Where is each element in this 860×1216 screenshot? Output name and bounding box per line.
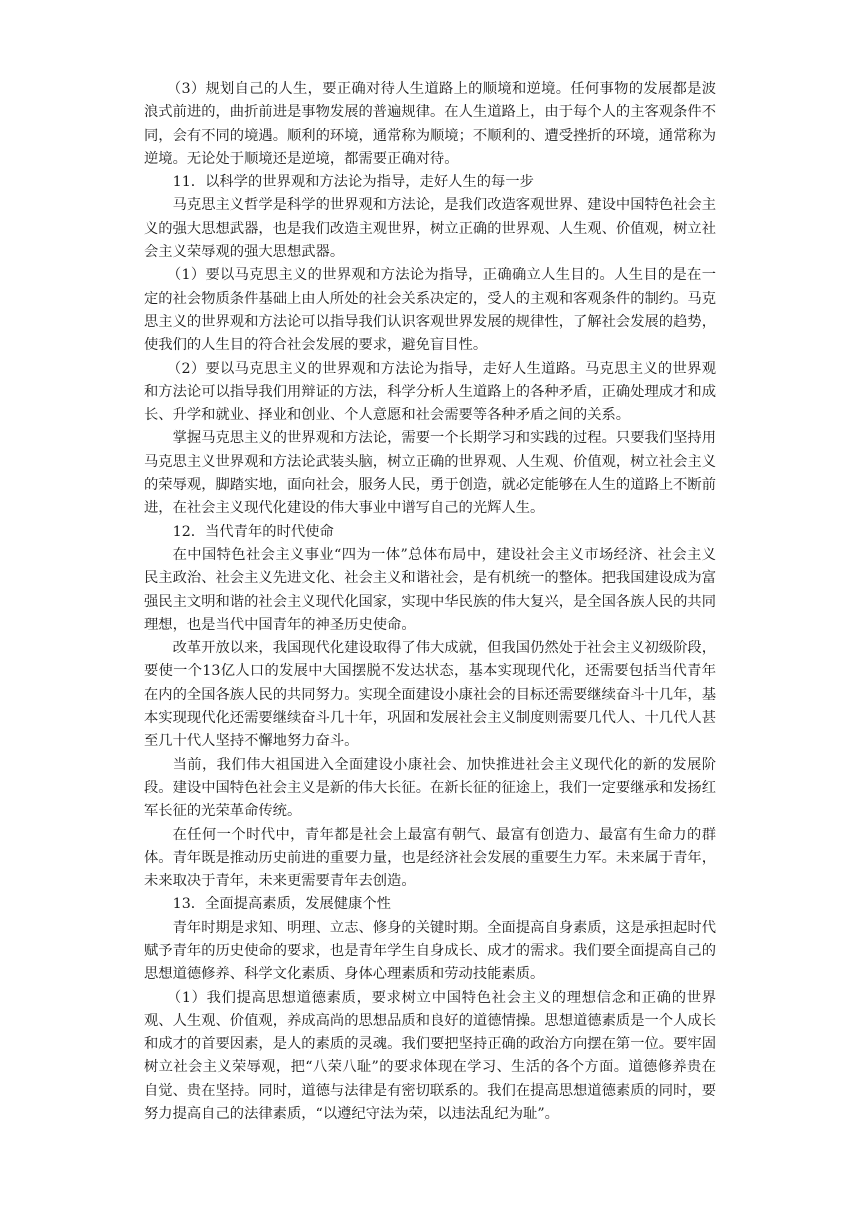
section-heading-13: 13．全面提高素质，发展健康个性 <box>172 896 391 913</box>
paragraph-youth-period: 青年时期是求知、明理、立志、修身的关键时期。全面提高自身素质，这是承担起时代赋予青年的历史使命的要求，也是青年学生自身成长、成才的需求。我们要全面提高自己的思想道德修养、科学文化素质、身体心理素质和劳动技能素质。 <box>144 919 716 983</box>
paragraph-marxist-philosophy: 马克思主义哲学是科学的世界观和方法论，是我们改造客观世界、建设中国特色社会主义的强大思想武器，也是我们改造主观世界，树立正确的世界观、人生观、价值观，树立社会主义荣辱观的强大思想武器。 <box>144 197 716 261</box>
paragraph-four-in-one: 在中国特色社会主义事业“四为一体”总体布局中，建设社会主义市场经济、社会主义民主政治、社会主义先进文化、社会主义和谐社会，是有机统一的整体。把我国建设成为富强民主文明和谐的社会主义现代化国家，实现中华民族的伟大复兴，是全国各族人民的共同理想，也是当代中国青年的神圣历史使命。 <box>144 546 716 633</box>
paragraph-youth-era: 在任何一个时代中，青年都是社会上最富有朝气、最富有创造力、最富有生命力的群体。青年既是推动历史前进的重要力量，也是经济社会发展的重要生力军。未来属于青年，未来取决于青年，未来更需要青年去创造。 <box>144 826 716 890</box>
paragraph-master-worldview: 掌握马克思主义的世界观和方法论，需要一个长期学习和实践的过程。只要我们坚持用马克思主义世界观和方法论武装头脑，树立正确的世界观、人生观、价值观，树立社会主义的荣辱观，脚踏实地，面向社会，服务人民，勇于创造，就必定能够在人生的道路上不断前进，在社会主义现代化建设的伟大事业中谱写自己的光辉人生。 <box>144 430 716 517</box>
paragraph-item-1-life-purpose: （1）要以马克思主义的世界观和方法论为指导，正确确立人生目的。人生目的是在一定的社会物质条件基础上由人所处的社会关系决定的，受人的主观和客观条件的制约。马克思主义的世界观和方法论可以指导我们认识客观世界发展的规律性，了解社会发展的趋势，使我们的人生目的符合社会发展的要求，避免盲目性。 <box>144 267 716 354</box>
paragraph-item-3-adversity: （3）规划自己的人生，要正确对待人生道路上的顺境和逆境。任何事物的发展都是波浪式前进的，曲折前进是事物发展的普遍规律。在人生道路上，由于每个人的主客观条件不同，会有不同的境遇。顺利的环境，通常称为顺境；不顺利的、遭受挫折的环境，通常称为逆境。无论处于顺境还是逆境，都需要正确对待。 <box>144 81 716 167</box>
section-heading-11: 11．以科学的世界观和方法论为指导，走好人生的每一步 <box>172 174 534 191</box>
document-body <box>144 78 716 1126</box>
paragraph-reform-opening: 改革开放以来，我国现代化建设取得了伟大成就，但我国仍然处于社会主义初级阶段，要使一个13亿人口的发展中大国摆脱不发达状态，基本实现现代化，还需要包括当代青年在内的全国各族人民的共同努力。实现全面建设小康社会的目标还需要继续奋斗十几年，基本实现现代化还需要继续奋斗几十年，巩固和发展社会主义制度则需要几代人、十几代人甚至几十代人坚持不懈地努力奋斗。 <box>144 640 716 750</box>
paragraph-new-long-march: 当前，我们伟大祖国进入全面建设小康社会、加快推进社会主义现代化的新的发展阶段。建设中国特色社会主义是新的伟大长征。在新长征的征途上，我们一定要继承和发扬红军长征的光荣革命传统。 <box>144 756 716 820</box>
paragraph-item-2-life-path: （2）要以马克思主义的世界观和方法论为指导，走好人生道路。马克思主义的世界观和方法论可以指导我们用辩证的方法，科学分析人生道路上的各种矛盾，正确处理成才和成长、升学和就业、择业和创业、个人意愿和社会需要等各种矛盾之间的关系。 <box>144 360 716 424</box>
paragraph-item-1-moral-quality: （1）我们提高思想道德素质，要求树立中国特色社会主义的理想信念和正确的世界观、人生观、价值观，养成高尚的思想品质和良好的道德情操。思想道德素质是一个人成长和成才的首要因素，是人的素质的灵魂。我们要把坚持正确的政治方向摆在第一位。要牢固树立社会主义荣辱观，把“八荣八耻”的要求体现在学习、生活的各个方面。道德修养贵在自觉、贵在坚持。同时，道德与法律是有密切联系的。我们在提高思想道德素质的同时，要努力提高自己的法律素质，“以遵纪守法为荣，以违法乱纪为耻”。 <box>144 989 716 1123</box>
section-heading-12: 12．当代青年的时代使命 <box>172 523 334 540</box>
